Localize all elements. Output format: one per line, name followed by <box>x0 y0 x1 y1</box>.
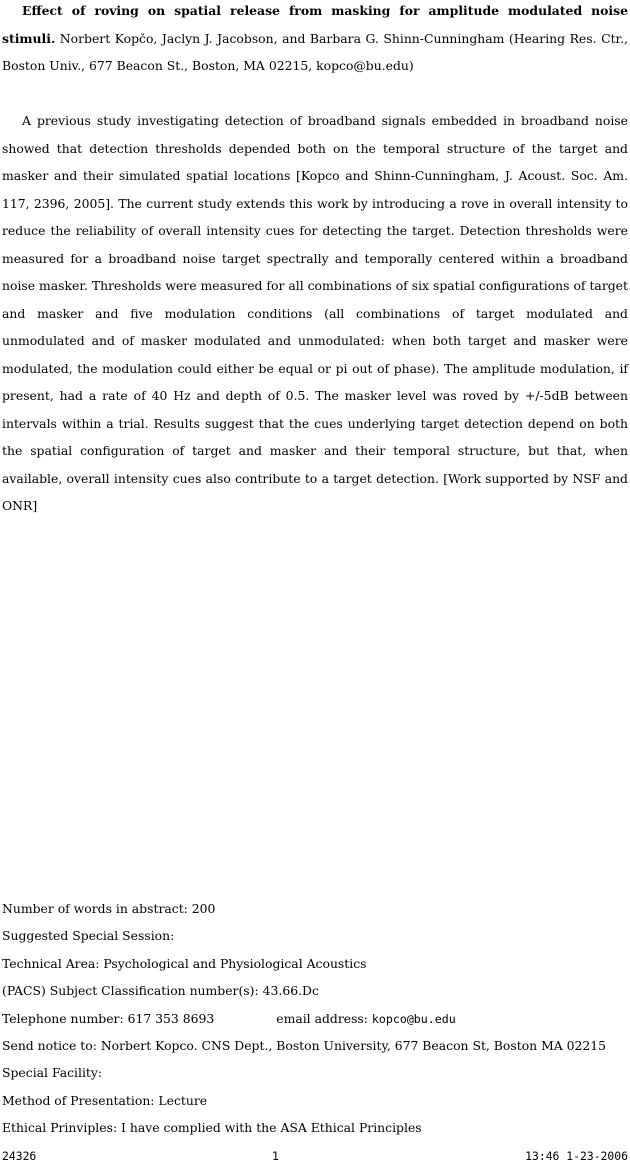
submission-info <box>2 895 628 1142</box>
abstract-section <box>2 0 628 520</box>
special-facility: Special Facility: <box>2 1065 103 1081</box>
special-session: Suggested Special Session: <box>2 928 175 944</box>
page-footer <box>2 1146 628 1166</box>
abstract-header <box>2 0 628 80</box>
ethical-principles: Ethical Prinviples: I have complied with the ASA Ethical Principles <box>2 1120 422 1136</box>
page-number: 1 <box>272 1149 279 1163</box>
abstract-authors: Norbert Kopčo, Jaclyn J. Jacobson, and Barbara G. Shinn-Cunningham (Hearing Res. Ctr., Boston Univ., 677 Beacon St., Boston, MA 02215, kopco@bu.edu) <box>2 30 628 73</box>
abstract-title: Effect of roving on spatial release from masking for amplitude modulated noise stimuli. <box>2 3 628 46</box>
footer-timestamp: 13:46 1-23-2006 <box>525 1149 628 1163</box>
word-count: Number of words in abstract: 200 <box>2 901 216 916</box>
send-notice: Send notice to: Norbert Kopco. CNS Dept., Boston University, 677 Beacon St, Boston MA 02215 <box>2 1037 607 1053</box>
contact-line <box>2 1005 628 1032</box>
telephone-number: Telephone number: 617 353 8693 <box>2 1010 215 1026</box>
email-label: email address: <box>276 1010 368 1026</box>
pacs-number: (PACS) Subject Classification number(s): 43.66.Dc <box>2 983 319 999</box>
email-address: kopco@bu.edu <box>371 1011 456 1026</box>
abstract-body: A previous study investigating detection of broadband signals embedded in broadband noise showed that detection thresholds depended both on the temporal structure of the target and masker and their simulated spatial locations [Kopco and Shinn-Cunningham, J. Acoust. Soc. Am. 117, 2396, 2005]. The current study extends this work by introducing a rove in overall intensity to reduce the reliability of overall intensity cues for detecting the target. Detection thresholds were measured for a broadband noise target spectrally and temporally centered within a broadband noise masker. Thresholds were measured for all combinations of six spatial configurations of target and masker and five modulation conditions (all combinations of target modulated and unmodulated and of masker modulated and unmodulated: when both target and masker were modulated, the modulation could either be equal or pi out of phase). The amplitude modulation, if present, had a rate of 40 Hz and depth of 0.5. The masker level was roved by +/-5dB between intervals within a trial. Results suggest that the cues underlying target detection depend on both the spatial configuration of target and masker and their temporal structure, but that, when available, overall intensity cues also contribute to a target detection. [Work supported by NSF and ONR] <box>2 113 628 513</box>
presentation-method: Method of Presentation: Lecture <box>2 1092 208 1108</box>
footer-id: 24326 <box>2 1149 37 1163</box>
technical-area: Technical Area: Psychological and Physiological Acoustics <box>2 955 367 971</box>
paragraph-gap <box>2 80 628 108</box>
